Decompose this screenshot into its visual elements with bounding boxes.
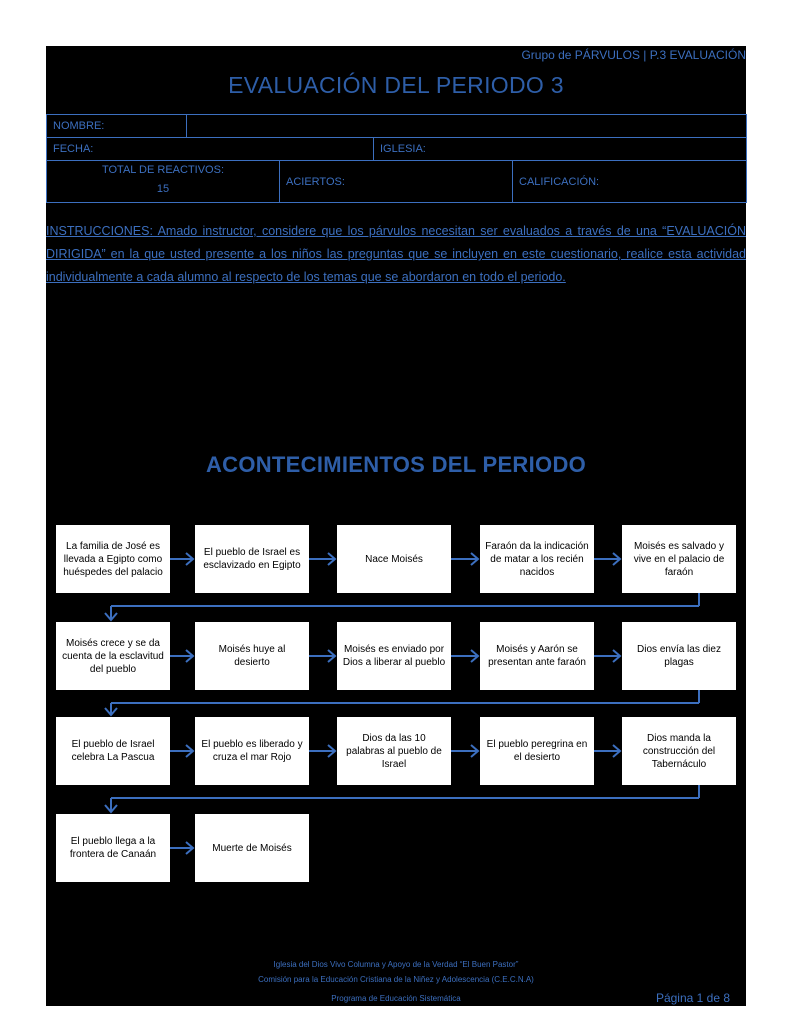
date-label: FECHA: — [53, 143, 94, 155]
footer-church: Iglesia del Dios Vivo Columna y Apoyo de la Verdad “El Buen Pastor” — [273, 960, 519, 969]
footer-program: Programa de Educación Sistemática — [331, 994, 461, 1003]
name-label: NOMBRE: — [47, 115, 187, 138]
group-label: Grupo de PÁRVULOS | P.3 EVALUACIÓN — [521, 48, 746, 62]
event-box: Dios envía las diez plagas — [622, 622, 736, 690]
event-box: Dios manda la construcción del Tabernáculo — [622, 717, 736, 785]
event-box: El pueblo peregrina en el desierto — [480, 717, 594, 785]
event-box: Dios da las 10 palabras al pueblo de Israel — [337, 717, 451, 785]
instructions-text: INSTRUCCIONES: Amado instructor, considere que los párvulos necesitan ser evaluados a través de una “EVALUACIÓN DIRIGIDA” en la que usted presente a los niños las preguntas que se incluyen en este cuestionario, realice esta actividad individualmente a cada alumno al respecto de los temas que se abordaron en todo el periodo. — [46, 224, 746, 284]
event-box: Moisés crece y se da cuenta de la esclavitud del pueblo — [56, 622, 170, 690]
hits-label: ACIERTOS: — [286, 175, 345, 188]
event-box: El pueblo es liberado y cruza el mar Rojo — [195, 717, 309, 785]
events-title: ACONTECIMIENTOS DEL PERIODO — [205, 452, 587, 477]
grade-label: CALIFICACIÓN: — [519, 175, 600, 188]
document-page — [46, 46, 746, 1006]
footer-commission: Comisión para la Educación Cristiana de la Niñez y Adolescencia (C.E.C.N.A) — [258, 975, 534, 984]
event-box: El pueblo de Israel celebra La Pascua — [56, 717, 170, 785]
event-box: Moisés es enviado por Dios a liberar al pueblo — [337, 622, 451, 690]
event-box: Muerte de Moisés — [195, 814, 309, 882]
total-value: 15 — [156, 183, 170, 195]
event-box: Moisés y Aarón se presentan ante faraón — [480, 622, 594, 690]
event-box: Nace Moisés — [337, 525, 451, 593]
event-box: Faraón da la indicación de matar a los recién nacidos — [480, 525, 594, 593]
page-title: EVALUACIÓN DEL PERIODO 3 — [228, 72, 564, 98]
page-number: Página 1 de 8 — [655, 991, 730, 1005]
total-label: TOTAL DE REACTIVOS: — [101, 164, 225, 176]
event-box: El pueblo de Israel es esclavizado en Egipto — [195, 525, 309, 593]
event-box: Moisés es salvado y vive en el palacio de faraón — [622, 525, 736, 593]
event-box: El pueblo llega a la frontera de Canaán — [56, 814, 170, 882]
church-label: IGLESIA: — [380, 143, 426, 155]
event-box: Moisés huye al desierto — [195, 622, 309, 690]
event-box: La familia de José es llevada a Egipto como huéspedes del palacio — [56, 525, 170, 593]
